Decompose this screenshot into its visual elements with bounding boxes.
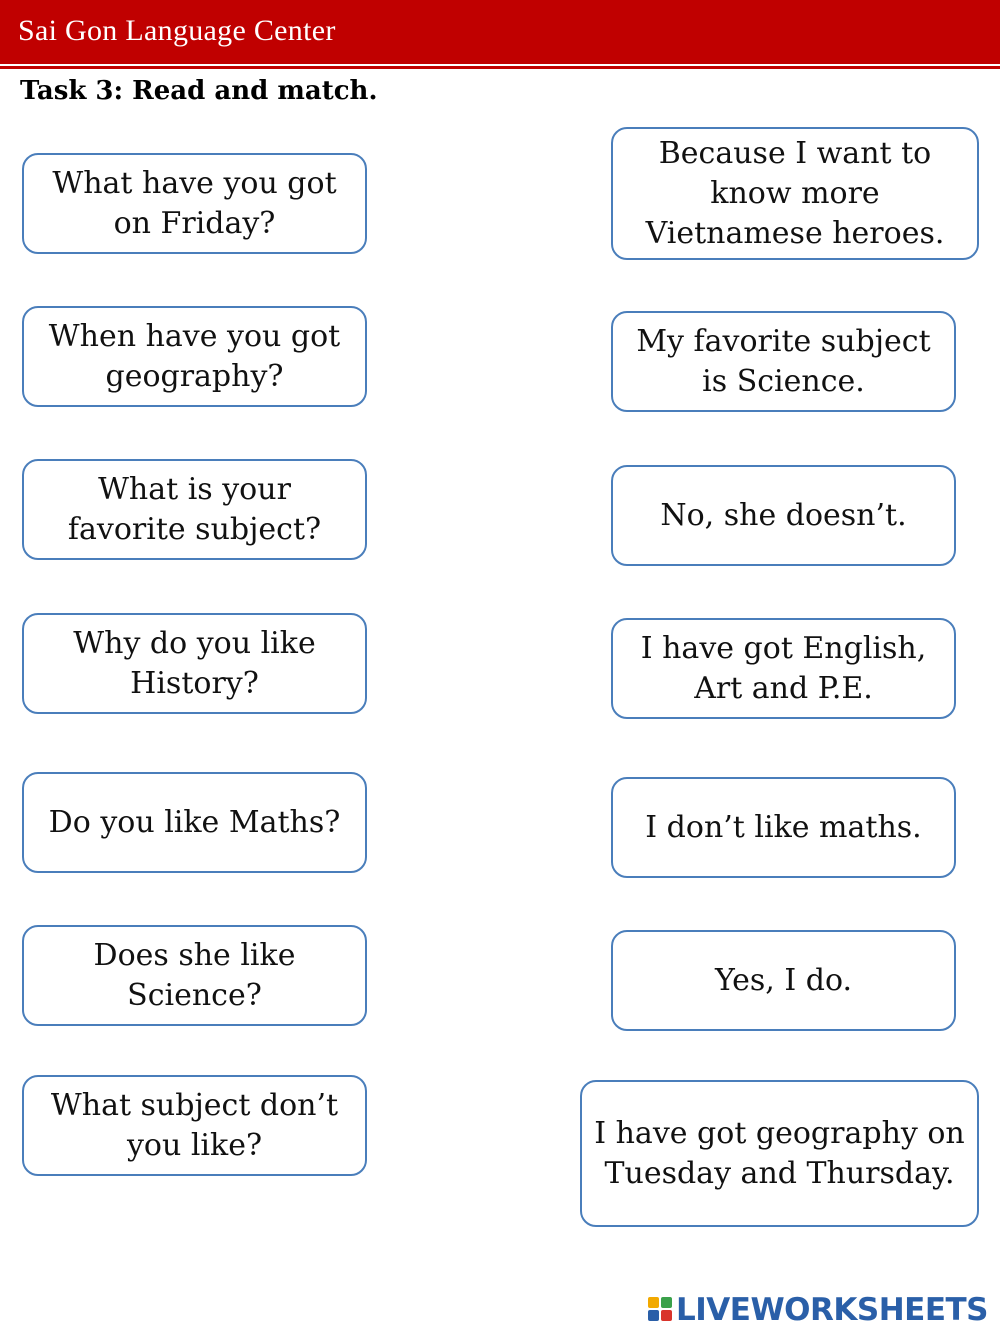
liveworksheets-logo[interactable]: [648, 1292, 988, 1328]
answer-card-6[interactable]: Yes, I do.: [611, 930, 956, 1031]
question-card-4[interactable]: Why do you like History?: [22, 613, 367, 714]
logo-text: LIVEWORKSHEETS: [676, 1292, 988, 1328]
header-bar: [0, 0, 1000, 64]
header-divider: [0, 66, 1000, 69]
question-card-1[interactable]: What have you got on Friday?: [22, 153, 367, 254]
liveworksheets-logo-icon: [648, 1297, 674, 1323]
answer-card-1[interactable]: Because I want to know more Vietnamese heroes.: [611, 127, 979, 260]
answer-card-7[interactable]: I have got geography on Tuesday and Thursday.: [580, 1080, 979, 1227]
header-title: Sai Gon Language Center: [18, 14, 336, 47]
question-card-3[interactable]: What is your favorite subject?: [22, 459, 367, 560]
question-card-7[interactable]: What subject don’t you like?: [22, 1075, 367, 1176]
task-title: Task 3: Read and match.: [20, 76, 378, 106]
answer-card-5[interactable]: I don’t like maths.: [611, 777, 956, 878]
question-card-6[interactable]: Does she like Science?: [22, 925, 367, 1026]
answer-card-3[interactable]: No, she doesn’t.: [611, 465, 956, 566]
answer-card-2[interactable]: My favorite subject is Science.: [611, 311, 956, 412]
answer-card-4[interactable]: I have got English, Art and P.E.: [611, 618, 956, 719]
question-card-2[interactable]: When have you got geography?: [22, 306, 367, 407]
question-card-5[interactable]: Do you like Maths?: [22, 772, 367, 873]
